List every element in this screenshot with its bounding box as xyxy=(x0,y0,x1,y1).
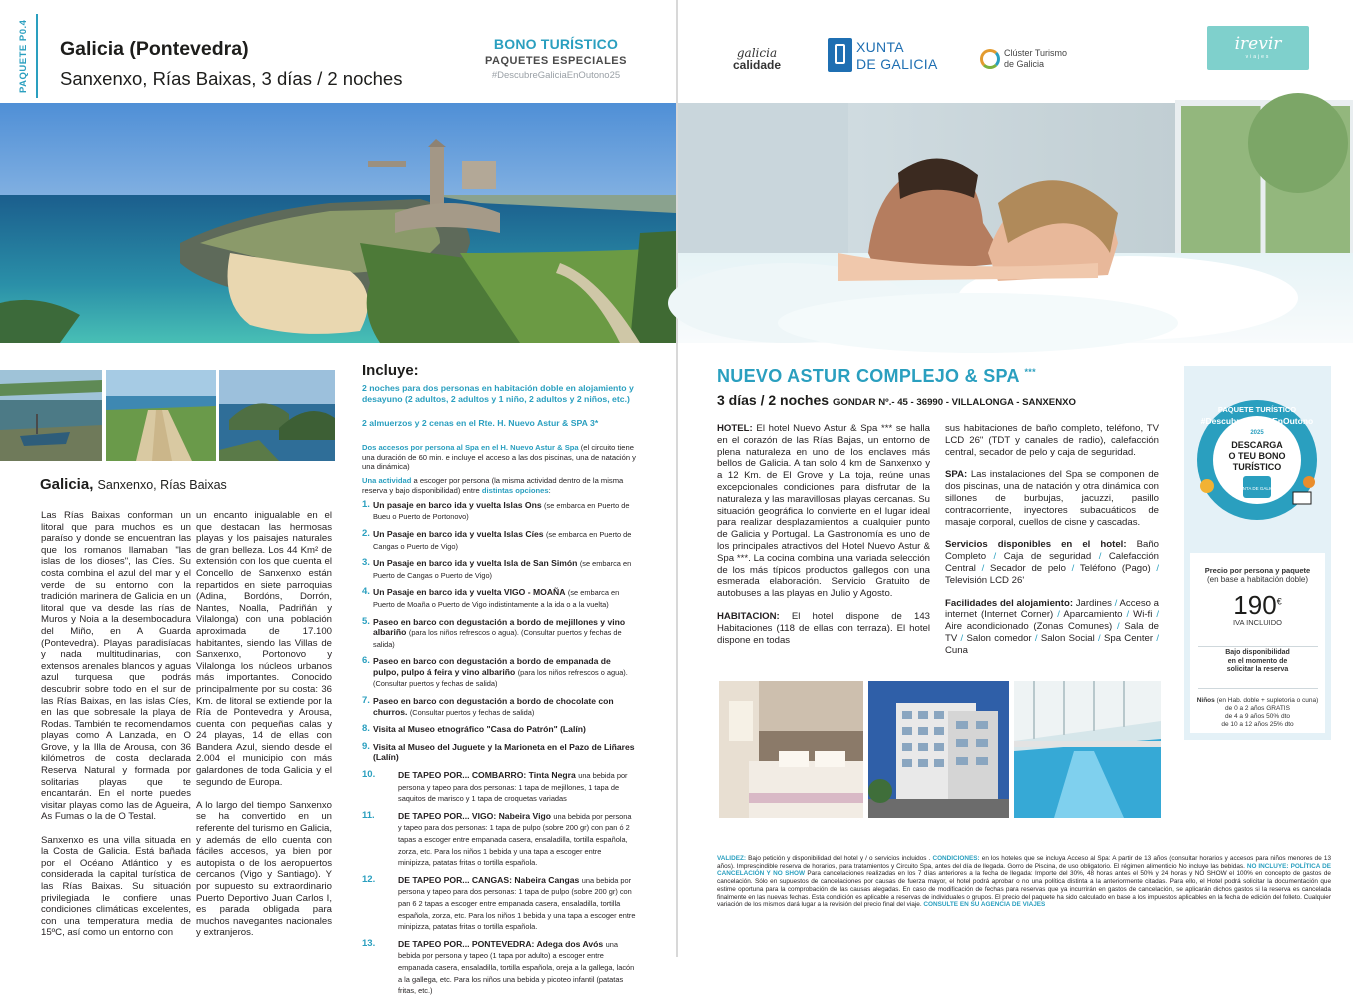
list-entry: Sala de TV xyxy=(945,621,1159,644)
xunta-logo xyxy=(828,38,948,74)
option-title: Un Pasaje en barco ida y vuelta VIGO - MOAÑA xyxy=(373,587,566,598)
list-entry: Televisión LCD 26' xyxy=(945,574,1025,586)
galicia-calidade-logo xyxy=(717,46,797,72)
region-detail: Sanxenxo, Rías Baixas xyxy=(97,478,227,492)
badge-line-3: TURÍSTICO xyxy=(1232,462,1282,472)
option-detail: (Consultar puertos y fechas de salida) xyxy=(409,707,535,717)
spa-access-detail: (el circuito tiene una duración de 60 min. e incluye el acceso a las dos piscinas, una de natación y una dinámica) xyxy=(362,442,636,472)
include-option xyxy=(362,811,636,869)
option-title: Un Pasaje en barco ida y vuelta Isla de San Simón xyxy=(373,558,578,569)
include-option xyxy=(362,656,636,690)
logo-text: galicia xyxy=(736,46,778,60)
list-entry: Salon Social xyxy=(1040,632,1095,644)
include-meals: 2 almuerzos y 2 cenas en el Rte. H. Nuevo Astur & SPA 3* xyxy=(362,418,599,429)
hotel-stars: *** xyxy=(1024,367,1036,377)
spa-access-label: Dos accesos por persona al Spa en el H. Nuevo Astur & Spa xyxy=(362,442,579,452)
conditions-text: en los hoteles que se incluya Acceso al Spa: A partir de 13 años (consultar horarios y accesos para niños menores de 13 años). Imprescindible reserva de horarios, para tratamientos y Circuito Spa, antes del día de llegada. Gorro de Piscina, de uso obligatorio. El régimen alimenticio No incluye las bebidas. xyxy=(717,855,1332,870)
include-option xyxy=(362,724,636,736)
option-title: DE TAPEO POR... PONTEVEDRA: Adega dos Avós xyxy=(398,938,604,949)
include-option xyxy=(362,500,636,523)
badge-top-text: PAQUETE TURÍSTICO xyxy=(1217,405,1297,414)
price-card xyxy=(1190,553,1325,733)
option-title: Un Pasaje en barco ida y vuelta Islas Cíes xyxy=(373,528,544,539)
list-entry: Teléfono (Pago) xyxy=(1079,562,1151,574)
validity-label: VALIDEZ: xyxy=(717,855,746,862)
activity-options-label: distintas opciones xyxy=(481,485,549,495)
hotel-subheading xyxy=(717,392,1076,408)
not-included-label: NO INCLUYE: xyxy=(1246,862,1289,870)
activity-detail: a escoger por persona (la misma actividad dentro de la misma reserva y bajo disponibilidad) entre xyxy=(362,476,624,495)
option-text xyxy=(373,656,636,690)
boardwalk-beach-photo xyxy=(106,370,216,461)
hotel-name xyxy=(717,366,1036,387)
children-discount: de 10 a 12 años 25% dto xyxy=(1221,720,1294,728)
include-option xyxy=(362,617,636,651)
option-detail: (para los niños refrescos o agua). (Consultar puertos y fechas de salida) xyxy=(373,667,628,689)
option-text xyxy=(373,617,636,651)
hotel-col-1 xyxy=(717,423,930,657)
paragraph: un encanto inigualable en el que destacan las hermosas playas y los paisajes naturales de gran belleza. Los 44 Km² de extensión con los que cuenta el Concello de Sanxenxo están repartidos en siete parroquias (Adina, Bordóns, Dorrón, Nantes, Noalla, Padriñán y Vilalonga) con una población aproximada de 17.100 habitantes, siendo las Villas de Sanxenxo, Portonovo y Vilalonga los núcleos urbanos más importantes. Conocido principalmente por su costa: 36 Km. de litoral se extiende por la Ría de Pontevedra y Arousa, cuenta con pequeñas calas y 24 playas, 14 de ellas con Bandera Azul, siendo desde el 2.004 el municipio con más galardones de toda Galicia y el segundo de Europa. xyxy=(196,510,332,788)
include-spa xyxy=(362,443,636,472)
paragraph: A lo largo del tiempo Sanxenxo se ha convertido en un referente del turismo en Galicia, y además de ello cuenta con fáciles accesos, ya bien por autopista o de los aeropuertos cercanos (Vigo y Santiago). Y por supuesto su extraordinario Puerto Deportivo Juan Carlos I, es parada obligada para muchos navegantes nacionales y extranjeros. xyxy=(196,799,332,939)
description-col-2 xyxy=(196,510,332,951)
children-discounts xyxy=(1190,697,1325,729)
list-entry: Caja de seguridad xyxy=(1003,551,1092,563)
option-text xyxy=(398,875,636,933)
include-option xyxy=(362,696,636,718)
description-col-1 xyxy=(41,510,191,951)
include-option xyxy=(362,558,636,581)
option-text xyxy=(373,724,636,736)
list-entry: Acceso a internet (Internet Corner) xyxy=(945,597,1160,621)
option-text xyxy=(373,558,636,581)
services-label: Servicios disponibles en el hotel: xyxy=(945,539,1127,551)
badge-hashtag: #DescubreGaliciaEnOutono xyxy=(1200,416,1314,426)
logo-text: DE GALICIA xyxy=(856,56,938,72)
option-text xyxy=(398,770,636,805)
list-entry: Salon comedor xyxy=(966,632,1032,644)
tapas-options xyxy=(362,770,636,997)
children-label: Niños xyxy=(1196,696,1215,704)
divider xyxy=(1198,688,1318,689)
paragraph: Las Rías Baixas conforman un litoral que para muchos es un paraíso y donde se encuentran las que los romanos llamaban "las islas de los dioses", las Cíes. Su costa combina el azul del mar y el verde de su entorno con la tradición marinera de Galicia en un litoral que va desde las rías de Muros y Noia a la desembocadura del Miño, en A Guarda (Pontevedra). Playas paradisíacas y nada multitudinarias, con extensos arenales blancos y aguas azul turquesa que podrás descubrir sobre todo en el sur de las Rías Baixas, en las islas Cíes, en las que sobresale la playa de Rodas. También te recomendamos playas como A Lanzada, en O Grove, y la Illa de Arousa, con 36 kilómetros de costa declarada Reserva Natural y formada por solitarias playas que te encantarán. En el norte puedes visitar playas como las de Agueira, As Fumas o la de O Testal. xyxy=(41,510,191,823)
option-number: 12. xyxy=(362,873,376,885)
include-option xyxy=(362,742,636,764)
option-title: Paseo en barco con degustación a bordo de chocolate con churros. xyxy=(373,696,614,717)
children-discount: de 4 a 9 años 50% dto xyxy=(1224,712,1291,720)
logo-text: irevir xyxy=(1234,34,1282,54)
option-text xyxy=(373,500,636,523)
logo-text: viajes xyxy=(1245,54,1271,60)
hotel-label: HOTEL: xyxy=(717,423,753,434)
option-title: DE TAPEO POR... CANGAS: Nabeira Cangas xyxy=(398,874,580,885)
option-number: 4. xyxy=(362,586,370,598)
bono-subtitle: PAQUETES ESPECIALES xyxy=(485,55,627,67)
list-entry: Spa Center xyxy=(1103,632,1154,644)
bono-header xyxy=(476,36,636,81)
include-option xyxy=(362,770,636,805)
services-list: Baño Completo / Caja de seguridad / Calefacción Central / Secador de pelo / Teléfono (Pago) / Televisión LCD 26' xyxy=(945,539,1160,586)
spa-couple-photo xyxy=(678,103,1353,343)
include-accommodation: 2 noches para dos personas en habitación doble en alojamiento y desayuno (2 adultos, 2 adultos y 1 niño, 2 adultos y 2 niños, etc.) xyxy=(362,383,634,404)
option-detail: (se embarca en Puerto de Cangas o Puerto de Vigo) xyxy=(373,529,632,551)
harbour-boats-photo xyxy=(0,370,102,461)
package-tab xyxy=(18,14,38,98)
xunta-shield-icon xyxy=(828,38,852,72)
price-title: Precio por persona y paquete xyxy=(1204,566,1311,575)
list-entry: Secador de pelo xyxy=(990,562,1066,574)
option-detail: (se embarca en Puerto de Cangas o Puerto de Vigo) xyxy=(373,559,632,580)
logo-text: Clúster Turismo xyxy=(1004,48,1068,58)
option-detail: (se embarca en Puerto de Moaña o Puerto de Vigo indistintamente a la ida o a la vuelta) xyxy=(373,588,620,609)
include-option xyxy=(362,529,636,552)
cluster-turismo-logo xyxy=(980,46,1100,76)
badge-year: 2025 xyxy=(1250,430,1264,436)
facilities-label: Facilidades del alojamiento: xyxy=(945,597,1074,609)
consult-agency-note: CONSULTE EN SU AGENCIA DE VIAJES xyxy=(923,901,1046,909)
option-detail: una bebida por persona y tapeo para dos personas: 1 tapa de mejillones, 1 tapa de saquitos de marisco y 1 tapa de croquetas variadas xyxy=(398,771,628,804)
option-text xyxy=(373,742,636,764)
option-title: Paseo en barco con degustación a bordo de mejillones y vino albariño xyxy=(373,616,626,638)
logo-text: de Galicia xyxy=(1004,59,1045,69)
spa-description: Las instalaciones del Spa se componen de dos piscinas, una de natación y otra dinámica con sillones de burbujas, jacuzzi, pasillo contracorriente, inyectores subacuáticos de masaje corporal, cuellos de cisne y cascadas. xyxy=(945,469,1159,528)
price-amount xyxy=(1190,590,1325,621)
option-number: 7. xyxy=(362,695,370,707)
price-currency: € xyxy=(1276,596,1282,607)
cluster-ring-icon xyxy=(980,49,1000,69)
option-detail: una bebida por persona y tapeo para dos personas: 1 tapa de pulpo (sobre 200 gr) con pan ó 2 tapas a escoger entre empanada casera, ensaladilla, tortilla española, zorza, etc. Para los niños 1 bebida y una tapa a escoger entre minipizza, patatas fritas o tortilla española. xyxy=(398,811,632,868)
irevir-logo xyxy=(1207,26,1309,70)
price-tax-note: IVA INCLUIDO xyxy=(1232,618,1283,627)
option-text xyxy=(398,939,636,997)
coast-fortress-photo xyxy=(0,103,676,343)
option-title: Un pasaje en barco ida y vuelta Islas Ons xyxy=(373,499,542,510)
hotel-name-text: NUEVO ASTUR COMPLEJO & SPA xyxy=(717,366,1020,386)
list-entry: Cuna xyxy=(945,644,968,656)
package-code: PAQUETE P0.4 xyxy=(18,19,29,93)
availability-line: Bajo disponibilidad xyxy=(1225,649,1290,656)
price-subtitle: (en base a habitación doble) xyxy=(1207,575,1308,584)
option-number: 3. xyxy=(362,557,370,569)
badge-line-2: O TEU BONO xyxy=(1228,451,1286,461)
option-number: 1. xyxy=(362,498,370,510)
option-number: 11. xyxy=(362,809,375,821)
hotel-duration: 3 días / 2 noches xyxy=(717,392,830,408)
cancellation-policy-label: POLÍTICA DE CANCELACIÓN Y NO SHOW xyxy=(717,862,1331,878)
option-number: 2. xyxy=(362,527,370,539)
badge-xunta: XUNTA DE GALICIA xyxy=(1236,486,1278,491)
tourist-bonus-badge xyxy=(1193,396,1321,524)
availability-note xyxy=(1190,649,1325,675)
logo-text: calidade xyxy=(732,58,782,72)
include-activity: Una actividad a escoger por persona (la misma actividad dentro de la misma reserva y bajo disponibilidad) entre distintas opciones: xyxy=(362,476,624,495)
option-text xyxy=(373,529,636,552)
region-name: Galicia, xyxy=(40,476,94,493)
badge-line-1: DESCARGA xyxy=(1231,440,1283,450)
option-text xyxy=(373,587,636,610)
option-number: 8. xyxy=(362,723,370,735)
hotel-col-2 xyxy=(945,423,1159,668)
includes-list xyxy=(362,383,636,1003)
islands-view-photo xyxy=(219,370,335,461)
region-heading xyxy=(40,476,227,493)
option-number: 13. xyxy=(362,937,376,949)
divider xyxy=(1198,646,1318,647)
option-detail: (para los niños refrescos o agua). (Consultar puertos y fechas de salida) xyxy=(373,628,622,649)
children-discount: de 0 a 2 años GRATIS xyxy=(1225,704,1290,712)
list-entry: Baño Completo xyxy=(945,539,1159,563)
list-entry: Aparcamiento xyxy=(1063,609,1123,621)
include-option xyxy=(362,587,636,610)
page-title: Galicia (Pontevedra) xyxy=(60,38,249,60)
option-title: Visita al Museo del Juguete y la Marioneta en el Pazo de Liñares (Lalín) xyxy=(373,741,635,763)
facilities-list: Jardines / Acceso a internet (Internet Corner) / Aparcamiento / Wi-fi / Aire acondicionado (Zonas Comunes) / Sala de TV / Salon comedor / Salon Social / Spa Center / Cuna xyxy=(945,597,1160,656)
option-detail: (se embarca en Puerto de Bueu o Puerto de Portonovo) xyxy=(373,500,630,522)
cancellation-policy-text: Para cancelaciones realizadas en los 7 días anteriores a la fecha de llegada: Importe del 30%, 48 horas antes el 50% y 24 horas y NO SHOW el 100% en concepto de gastos de cancelación. Sólo en supuestos de cancelaciones por causas de fuerza mayor, el hotel podrá aprobar o no una política distinta a la anteriormente citadas. Para ello, el Hotel podrá solicitar la documentación que estime oportuna para la comprobación de las causas alegadas. En caso de modificación de fechas para reservas que ya incurrirán en gastos de cancelación, se aplicarán dichos gastos si la reserva es cancelada finalmente en las nuevas fechas. Esta condición es aplicable a reservas de individuales o grupos. El precio del paquete ha sido calculado en base a los impuestos aplicables en la fecha de edición del folleto. Cualquier variación de los mismos dará lugar a la revisión del precio final del viaje. xyxy=(717,870,1331,909)
option-title: Paseo en barco con degustación a bordo de empanada de pulpo, pulpo á feira y vino albariño xyxy=(373,656,611,677)
price-value: 190 xyxy=(1233,590,1277,620)
option-detail: una bebida por persona y tapeo para dos personas: 1 tapa de pulpo (sobre 200 gr) con pan 6 2 tapas a escoger entre empanada casera, ensaladilla, tortilla española, zorza, etc. Para los niños 1 bebida y una tapa a escoger entre minipizza, patatas fritas o tortilla española. xyxy=(398,875,636,932)
option-title: Visita al Museo etnográfico "Casa do Patrón" (Lalín) xyxy=(373,724,586,735)
logo-text: XUNTA xyxy=(856,39,904,55)
option-number: 9. xyxy=(362,740,370,752)
include-option xyxy=(362,875,636,933)
terms-footer xyxy=(717,855,1331,909)
conditions-label: CONDICIONES: xyxy=(932,855,980,862)
option-number: 10. xyxy=(362,769,376,781)
list-entry: Aire acondicionado (Zonas Comunes) xyxy=(945,621,1113,633)
hotel-address: GONDAR Nº.- 45 - 36990 - VILLALONGA - SANXENXO xyxy=(832,397,1076,408)
rooms-description: El hotel dispone de 143 Habitaciones (118 de ellas con terraza). El hotel dispone en todas xyxy=(717,610,931,646)
activity-options xyxy=(362,500,636,764)
hotel-description: El hotel Nuevo Astur & Spa *** se halla en el corazón de las Rías Bajas, un entorno de plena naturaleza en uno de los enclaves más bellos de Galicia. A tan solo 4 km de Sanxenxo y a 12 Km. de El Grove y La toja, reúne unas excepcionales condiciones para disfrutar de la naturaleza y las maravillosas playas cercanas. Su situación geográfica lo convierte en el lugar ideal para realizar desplazamientos a cualquier punto de Galicia y Portugal. La Gastronomía es uno de los principales atractivos del Hotel Nuevo Astur & Spa ***. La cocina combina una variada selección de los más típicos productos gallegos con una esmerada elaboración. Servicio Gratuito de autobuses a las playas en Julio y Agosto. xyxy=(717,423,930,600)
list-entry: Jardines xyxy=(1075,597,1112,609)
option-text xyxy=(398,811,636,869)
bono-title: BONO TURÍSTICO xyxy=(493,36,619,52)
option-number: 5. xyxy=(362,615,370,627)
availability-line: en el momento de xyxy=(1227,657,1288,665)
option-title: DE TAPEO POR... COMBARRO: Tinta Negra xyxy=(398,770,576,781)
paragraph: Sanxenxo es una villa situada en la Costa de Galicia. Está bañada por el Océano Atlántico y es considerada la capital turística de las Rías Baixas. Su situación privilegiada le confiere unas condiciones climáticas excelentes, con una temperatura media de 15ºC, así como un entorno con xyxy=(41,834,191,939)
list-entry: Wi-fi xyxy=(1133,609,1153,621)
option-detail: una bebida por persona y tapeo (1 tapa por adulto) a escoger entre empanada casera, ensaladilla, tortilla española, oreja a la gallega, lacón a la gallega, etc. Para los niños una bebida y picoteo infantil (patatas fritas, etc.) xyxy=(398,939,635,996)
validity-text: Bajo petición y disponibilidad del hotel y / o servicios incluidos . xyxy=(748,855,931,862)
page-subtitle: Sanxenxo, Rías Baixas, 3 días / 2 noches xyxy=(60,68,403,89)
option-text xyxy=(373,696,636,718)
list-entry: Calefacción Central xyxy=(945,551,1159,574)
rooms-label: HABITACION: xyxy=(717,610,780,622)
rooms-continued: sus habitaciones de baño completo, teléfono, TV LCD 26" (TDT y canales de radio), calefacción central, secador de pelo y caja de seguridad. xyxy=(945,423,1159,458)
children-room-note: (en Hab. doble + supletoria o cuna) xyxy=(1216,696,1319,704)
includes-heading: Incluye: xyxy=(362,362,419,379)
hotel-facade-photo xyxy=(868,681,1009,818)
hotel-pool-photo xyxy=(1014,681,1161,818)
activity-label: Una actividad xyxy=(362,476,412,486)
availability-line: solicitar la reserva xyxy=(1226,666,1289,673)
bono-hashtag: #DescubreGaliciaEnOutono25 xyxy=(491,70,621,81)
include-option xyxy=(362,939,636,997)
spa-label: SPA: xyxy=(945,469,968,481)
hotel-bedroom-photo xyxy=(719,681,863,818)
option-title: DE TAPEO POR... VIGO: Nabeira Vigo xyxy=(398,810,551,821)
option-number: 6. xyxy=(362,655,370,667)
